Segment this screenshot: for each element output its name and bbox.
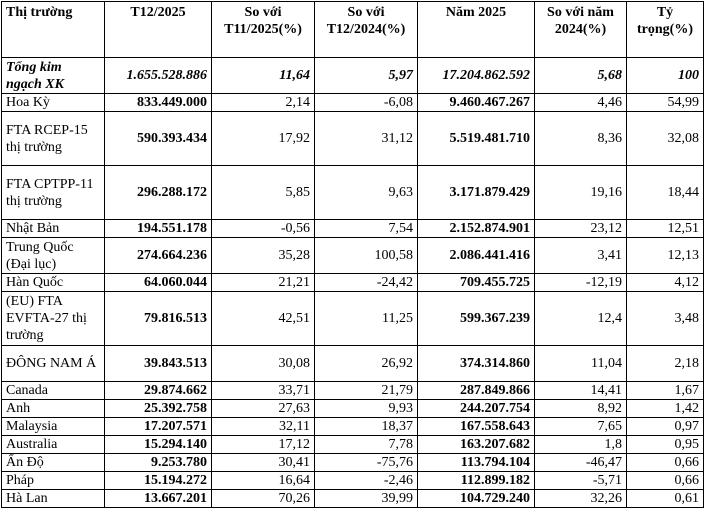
value-cell: 7,54	[315, 220, 418, 238]
table-row	[2, 112, 704, 166]
table-row	[2, 454, 704, 472]
market-name-cell: Tổng kim ngạch XK	[2, 58, 105, 94]
value-cell: 11,04	[535, 346, 627, 382]
value-cell: 64.060.044	[105, 274, 212, 292]
market-name-cell: Nhật Bản	[2, 220, 105, 238]
value-cell: 7,78	[315, 436, 418, 454]
value-cell: 194.551.178	[105, 220, 212, 238]
value-cell: 26,92	[315, 346, 418, 382]
value-cell: 833.449.000	[105, 94, 212, 112]
value-cell: 3,48	[627, 292, 704, 346]
table-row	[2, 400, 704, 418]
header-row	[2, 2, 704, 58]
value-cell: 9,63	[315, 166, 418, 220]
value-cell: 17.207.571	[105, 418, 212, 436]
value-cell: 0,66	[627, 472, 704, 490]
value-cell: 100	[627, 58, 704, 94]
value-cell: 5,68	[535, 58, 627, 94]
value-cell: 23,12	[535, 220, 627, 238]
value-cell: 32,26	[535, 490, 627, 508]
market-name-cell: Ấn Độ	[2, 454, 105, 472]
value-cell: 17,92	[212, 112, 315, 166]
value-cell: 17,12	[212, 436, 315, 454]
value-cell: 12,13	[627, 238, 704, 274]
value-cell: 11,25	[315, 292, 418, 346]
value-cell: 287.849.866	[418, 382, 535, 400]
table-row	[2, 418, 704, 436]
total-row	[2, 58, 704, 94]
table-row	[2, 382, 704, 400]
value-cell: -0,56	[212, 220, 315, 238]
value-cell: 374.314.860	[418, 346, 535, 382]
value-cell: 70,26	[212, 490, 315, 508]
market-name-cell: FTA CPTPP-11 thị trường	[2, 166, 105, 220]
value-cell: 32,11	[212, 418, 315, 436]
value-cell: 113.794.104	[418, 454, 535, 472]
value-cell: 29.874.662	[105, 382, 212, 400]
value-cell: 33,71	[212, 382, 315, 400]
value-cell: 2.152.874.901	[418, 220, 535, 238]
value-cell: 1,8	[535, 436, 627, 454]
value-cell: 9.460.467.267	[418, 94, 535, 112]
value-cell: 9.253.780	[105, 454, 212, 472]
table-row	[2, 472, 704, 490]
value-cell: 100,58	[315, 238, 418, 274]
value-cell: 296.288.172	[105, 166, 212, 220]
market-name-cell: Pháp	[2, 472, 105, 490]
value-cell: 19,16	[535, 166, 627, 220]
value-cell: 42,51	[212, 292, 315, 346]
value-cell: -2,46	[315, 472, 418, 490]
table-row	[2, 490, 704, 508]
header-vs-year-2024: So với năm 2024(%)	[535, 2, 627, 58]
market-name-cell: Malaysia	[2, 418, 105, 436]
value-cell: 3.171.879.429	[418, 166, 535, 220]
value-cell: 16,64	[212, 472, 315, 490]
value-cell: -12,19	[535, 274, 627, 292]
market-name-cell: Hàn Quốc	[2, 274, 105, 292]
value-cell: 0,95	[627, 436, 704, 454]
table-row	[2, 94, 704, 112]
value-cell: 32,08	[627, 112, 704, 166]
market-name-cell: Hà Lan	[2, 490, 105, 508]
value-cell: 30,08	[212, 346, 315, 382]
value-cell: 21,21	[212, 274, 315, 292]
value-cell: 39,99	[315, 490, 418, 508]
value-cell: 54,99	[627, 94, 704, 112]
value-cell: 14,41	[535, 382, 627, 400]
value-cell: 11,64	[212, 58, 315, 94]
value-cell: 3,41	[535, 238, 627, 274]
value-cell: 2,14	[212, 94, 315, 112]
value-cell: 167.558.643	[418, 418, 535, 436]
value-cell: 5,97	[315, 58, 418, 94]
value-cell: 27,63	[212, 400, 315, 418]
value-cell: -24,42	[315, 274, 418, 292]
value-cell: 1.655.528.886	[105, 58, 212, 94]
table-row	[2, 292, 704, 346]
value-cell: 1,42	[627, 400, 704, 418]
value-cell: 31,12	[315, 112, 418, 166]
table-row	[2, 238, 704, 274]
value-cell: 590.393.434	[105, 112, 212, 166]
value-cell: 18,37	[315, 418, 418, 436]
value-cell: 2,18	[627, 346, 704, 382]
table-row	[2, 220, 704, 238]
value-cell: 21,79	[315, 382, 418, 400]
market-name-cell: (EU) FTA EVFTA-27 thị trường	[2, 292, 105, 346]
value-cell: 35,28	[212, 238, 315, 274]
export-market-table	[1, 1, 704, 508]
value-cell: 4,12	[627, 274, 704, 292]
value-cell: 79.816.513	[105, 292, 212, 346]
header-vs-t12-2024: So với T12/2024(%)	[315, 2, 418, 58]
value-cell: 104.729.240	[418, 490, 535, 508]
value-cell: 7,65	[535, 418, 627, 436]
value-cell: 244.207.754	[418, 400, 535, 418]
value-cell: 0,61	[627, 490, 704, 508]
value-cell: -5,71	[535, 472, 627, 490]
value-cell: 112.899.182	[418, 472, 535, 490]
value-cell: 599.367.239	[418, 292, 535, 346]
table-row	[2, 274, 704, 292]
value-cell: 0,97	[627, 418, 704, 436]
table-row	[2, 436, 704, 454]
market-name-cell: Anh	[2, 400, 105, 418]
market-name-cell: Australia	[2, 436, 105, 454]
value-cell: 39.843.513	[105, 346, 212, 382]
header-vs-t11-2025: So với T11/2025(%)	[212, 2, 315, 58]
value-cell: 0,66	[627, 454, 704, 472]
value-cell: -75,76	[315, 454, 418, 472]
value-cell: 5,85	[212, 166, 315, 220]
market-name-cell: Trung Quốc (Đại lục)	[2, 238, 105, 274]
value-cell: 5.519.481.710	[418, 112, 535, 166]
value-cell: 709.455.725	[418, 274, 535, 292]
value-cell: -6,08	[315, 94, 418, 112]
value-cell: 163.207.682	[418, 436, 535, 454]
market-name-cell: Canada	[2, 382, 105, 400]
value-cell: 12,4	[535, 292, 627, 346]
value-cell: 25.392.758	[105, 400, 212, 418]
table-row	[2, 346, 704, 382]
market-name-cell: Hoa Kỳ	[2, 94, 105, 112]
market-name-cell: ĐÔNG NAM Á	[2, 346, 105, 382]
value-cell: -46,47	[535, 454, 627, 472]
value-cell: 15.294.140	[105, 436, 212, 454]
table-row	[2, 166, 704, 220]
value-cell: 15.194.272	[105, 472, 212, 490]
value-cell: 30,41	[212, 454, 315, 472]
value-cell: 13.667.201	[105, 490, 212, 508]
value-cell: 4,46	[535, 94, 627, 112]
value-cell: 2.086.441.416	[418, 238, 535, 274]
value-cell: 8,92	[535, 400, 627, 418]
value-cell: 1,67	[627, 382, 704, 400]
value-cell: 18,44	[627, 166, 704, 220]
header-market: Thị trường	[2, 2, 105, 58]
table-body	[2, 58, 704, 508]
value-cell: 12,51	[627, 220, 704, 238]
header-year-2025: Năm 2025	[418, 2, 535, 58]
market-name-cell: FTA RCEP-15 thị trường	[2, 112, 105, 166]
value-cell: 8,36	[535, 112, 627, 166]
value-cell: 9,93	[315, 400, 418, 418]
header-t12-2025: T12/2025	[105, 2, 212, 58]
value-cell: 274.664.236	[105, 238, 212, 274]
value-cell: 17.204.862.592	[418, 58, 535, 94]
header-share: Tỷ trọng(%)	[627, 2, 704, 58]
